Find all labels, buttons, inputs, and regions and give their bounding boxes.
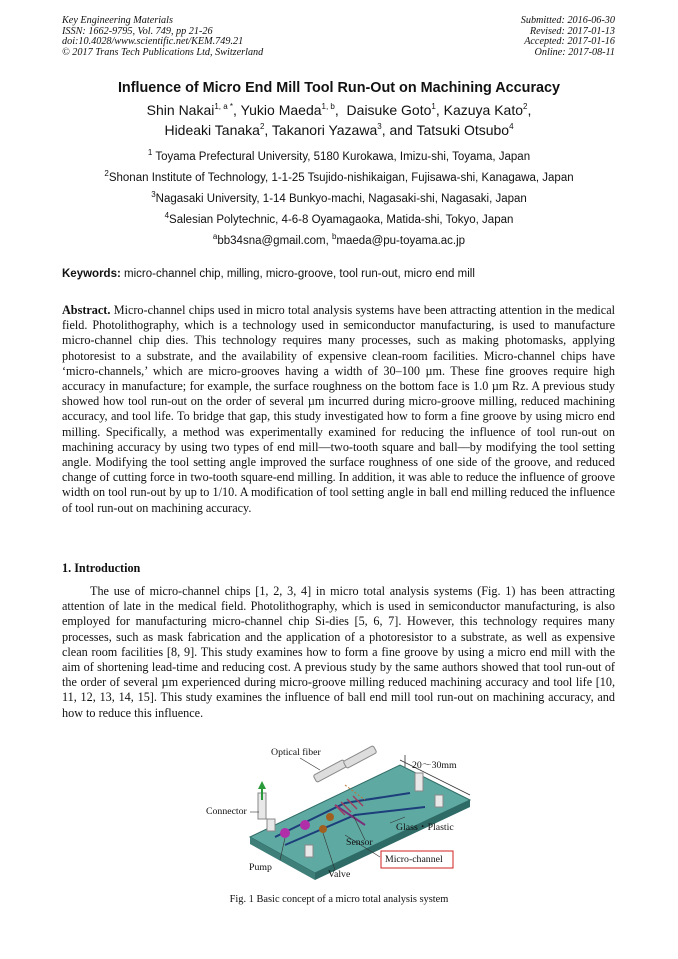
author-sup: 2 — [523, 102, 528, 111]
affiliation-sup: 3 — [151, 190, 156, 199]
author-name: Tatsuki Otsubo — [416, 122, 510, 138]
abstract-label: Abstract. — [62, 303, 111, 317]
author-name: Shin Nakai — [146, 102, 215, 118]
affiliation — [0, 169, 678, 184]
submitted-date: Submitted: 2016-06-30 — [520, 15, 615, 26]
affiliation — [0, 148, 678, 163]
abstract — [62, 303, 615, 516]
label-optical-fiber: Optical fiber — [271, 747, 321, 758]
affiliation-sup: 1 — [147, 148, 153, 157]
affiliation — [0, 190, 678, 205]
issn: ISSN: 1662-9795, Vol. 749, pp 21-26 — [62, 25, 213, 37]
flow-arrow-icon — [258, 781, 266, 789]
journal-name: Key Engineering Materials — [62, 15, 173, 26]
author-name: Takanori Yazawa — [271, 122, 378, 138]
online-date: Online: 2017-08-11 — [534, 46, 615, 58]
optical-fiber-right — [343, 745, 377, 768]
section-heading: 1. Introduction — [62, 561, 141, 575]
valve-icon — [326, 813, 334, 821]
email-b[interactable]: maeda@pu-toyama.ac.jp — [336, 235, 466, 247]
abstract-text: Micro-channel chips used in micro total analysis systems have been attracting attention in the medical field. Photolithography, which is a technology used in semiconductor manufacturing, is used to manufacture micro-channel chip dies. This technology requires many processes, such as making photomasks, applying photoresist to a substrate, and the availability of expensive clean-room facilities. Micro-channel chips have ‘micro-channels,’ which are micro-grooves having a width of 30–100 µm. These fine grooves require high accuracy in manufacture; for example, the surface roughness on the bottom face is 1.0 µm Rz. A previous study showed how tool run-out on the order of several µm incurred during micro-groove milling, reduced machining accuracy, and tool life. To bridge that gap, this study investigated how to form a fine groove by using micro end milling. Specifically, a method was experimentally examined for reducing the influence of tool run-out on machining accuracy by using two types of end mill—two-tooth square and ball—by modifying the tool setting angle. Modifying the tool setting angle improved the surface roughness of one side of the groove, and reduced change of cutting force in two-tooth square-end milling. In addition, it was able to reduce the influence of groove width on tool run-out by up to 1/10. A modification of tool setting angle in ball end milling reduced the influence of tool run-out on machining accuracy. — [62, 303, 616, 515]
label-valve: Valve — [328, 869, 351, 880]
author-sup: 4 — [509, 122, 514, 131]
pump-icon — [280, 828, 290, 838]
author-name: Hideaki Tanaka — [164, 122, 260, 138]
label-glass-plastic: Glass・Plastic — [396, 822, 454, 833]
dates-info — [521, 16, 615, 58]
revised-date: Revised: 2017-01-13 — [529, 25, 615, 37]
label-micro-channel: Micro-channel — [385, 854, 443, 865]
author-sup: 3 — [377, 122, 382, 131]
author-list: Shin Nakai$^{1, a *}$, Yukio Maeda$^{1, b}$, Daisuke Goto$^1$, Kazuya Kato$^2$, Hideaki Tanaka$^2$, Takanori Yazawa$^3$, and Tatsuki Otsubo$^4$ — [146, 102, 532, 138]
figure-1 — [195, 745, 485, 885]
pump-icon — [300, 820, 310, 830]
affiliation-sup: 2 — [104, 169, 109, 178]
label-pump: Pump — [249, 862, 272, 873]
connector-cylinder — [435, 795, 443, 807]
optical-fiber-left — [313, 759, 347, 782]
author-name: Kazuya Kato — [443, 102, 523, 118]
label-size: 20〜30mm — [412, 760, 457, 771]
email-sup: b — [331, 232, 337, 241]
email-line: $^a$bb34sna@gmail.com, $^b$maeda@pu-toyama.ac.jp — [212, 232, 466, 247]
accepted-date: Accepted: 2017-01-16 — [524, 36, 615, 48]
copyright: © 2017 Trans Tech Publications Ltd, Switzerland — [62, 46, 264, 58]
keywords-text: micro-channel chip, milling, micro-groove, tool run-out, micro end mill — [124, 268, 475, 280]
email-a[interactable]: bb34sna@gmail.com — [217, 235, 326, 247]
affiliation-text: Nagasaki University, 1-14 Bunkyo-machi, Nagasaki-shi, Nagasaki, Japan — [155, 193, 527, 205]
affiliation-text: Toyama Prefectural University, 5180 Kurokawa, Imizu-shi, Toyama, Japan — [155, 151, 531, 163]
doi: doi:10.4028/www.scientific.net/KEM.749.21 — [62, 36, 244, 48]
affiliation — [0, 211, 678, 226]
journal-info — [62, 16, 263, 58]
keywords-label: Keywords: — [62, 268, 121, 280]
label-connector: Connector — [206, 806, 247, 817]
connector-cylinder — [267, 819, 275, 831]
email-sup: a — [212, 232, 218, 241]
connector-cylinder — [305, 845, 313, 857]
author-sup: 1, a * — [214, 102, 234, 111]
connector-cylinder — [415, 773, 423, 791]
affiliation-text: Salesian Polytechnic, 4-6-8 Oyamagaoka, Matida-shi, Tokyo, Japan — [169, 214, 514, 226]
author-sup: 2 — [259, 122, 265, 131]
label-sensor: Sensor — [346, 837, 373, 848]
leader-line — [300, 758, 320, 770]
introduction-text: The use of micro-channel chips [1, 2, 3, 4] in micro total analysis systems (Fig. 1) has been attracting attention of late in the medical field. Photolithography, which is used in semiconductor manufacturing, is also employed for manufacturing micro-channel chip Si-dies [5, 6, 7]. However, this technology requires many processes, such as mask fabrication and the application of a photoresistor to a substrate, as well as expensive clean room facilities [8, 9]. This study examines how to form a fine groove by using a micro end mill with the aim of shortening lead-time and reducing cost. A previous study by the same authors showed that tool run-out of the order of several µm experienced during micro-groove milling reduced machining accuracy and tool life [10, 11, 12, 13, 14, 15]. This study examines the influence of ball end mill tool run-out on machining accuracy, and how to reduce this influence. — [62, 584, 615, 720]
author-sup: 1, b — [321, 102, 335, 111]
affiliation-sup: 4 — [164, 211, 170, 220]
author-name: Yukio Maeda — [240, 102, 322, 118]
paper-title: Influence of Micro End Mill Tool Run-Out on Machining Accuracy — [117, 80, 561, 96]
affiliation-text: Shonan Institute of Technology, 1-1-25 Tsujido-nishikaigan, Fujisawa-shi, Kanagawa, Japan — [108, 172, 574, 184]
valve-icon — [319, 825, 327, 833]
figure-caption: Fig. 1 Basic concept of a micro total analysis system — [229, 894, 449, 905]
keywords — [62, 268, 475, 280]
author-name: Daisuke Goto — [346, 102, 432, 118]
author-sup: 1 — [431, 102, 436, 111]
